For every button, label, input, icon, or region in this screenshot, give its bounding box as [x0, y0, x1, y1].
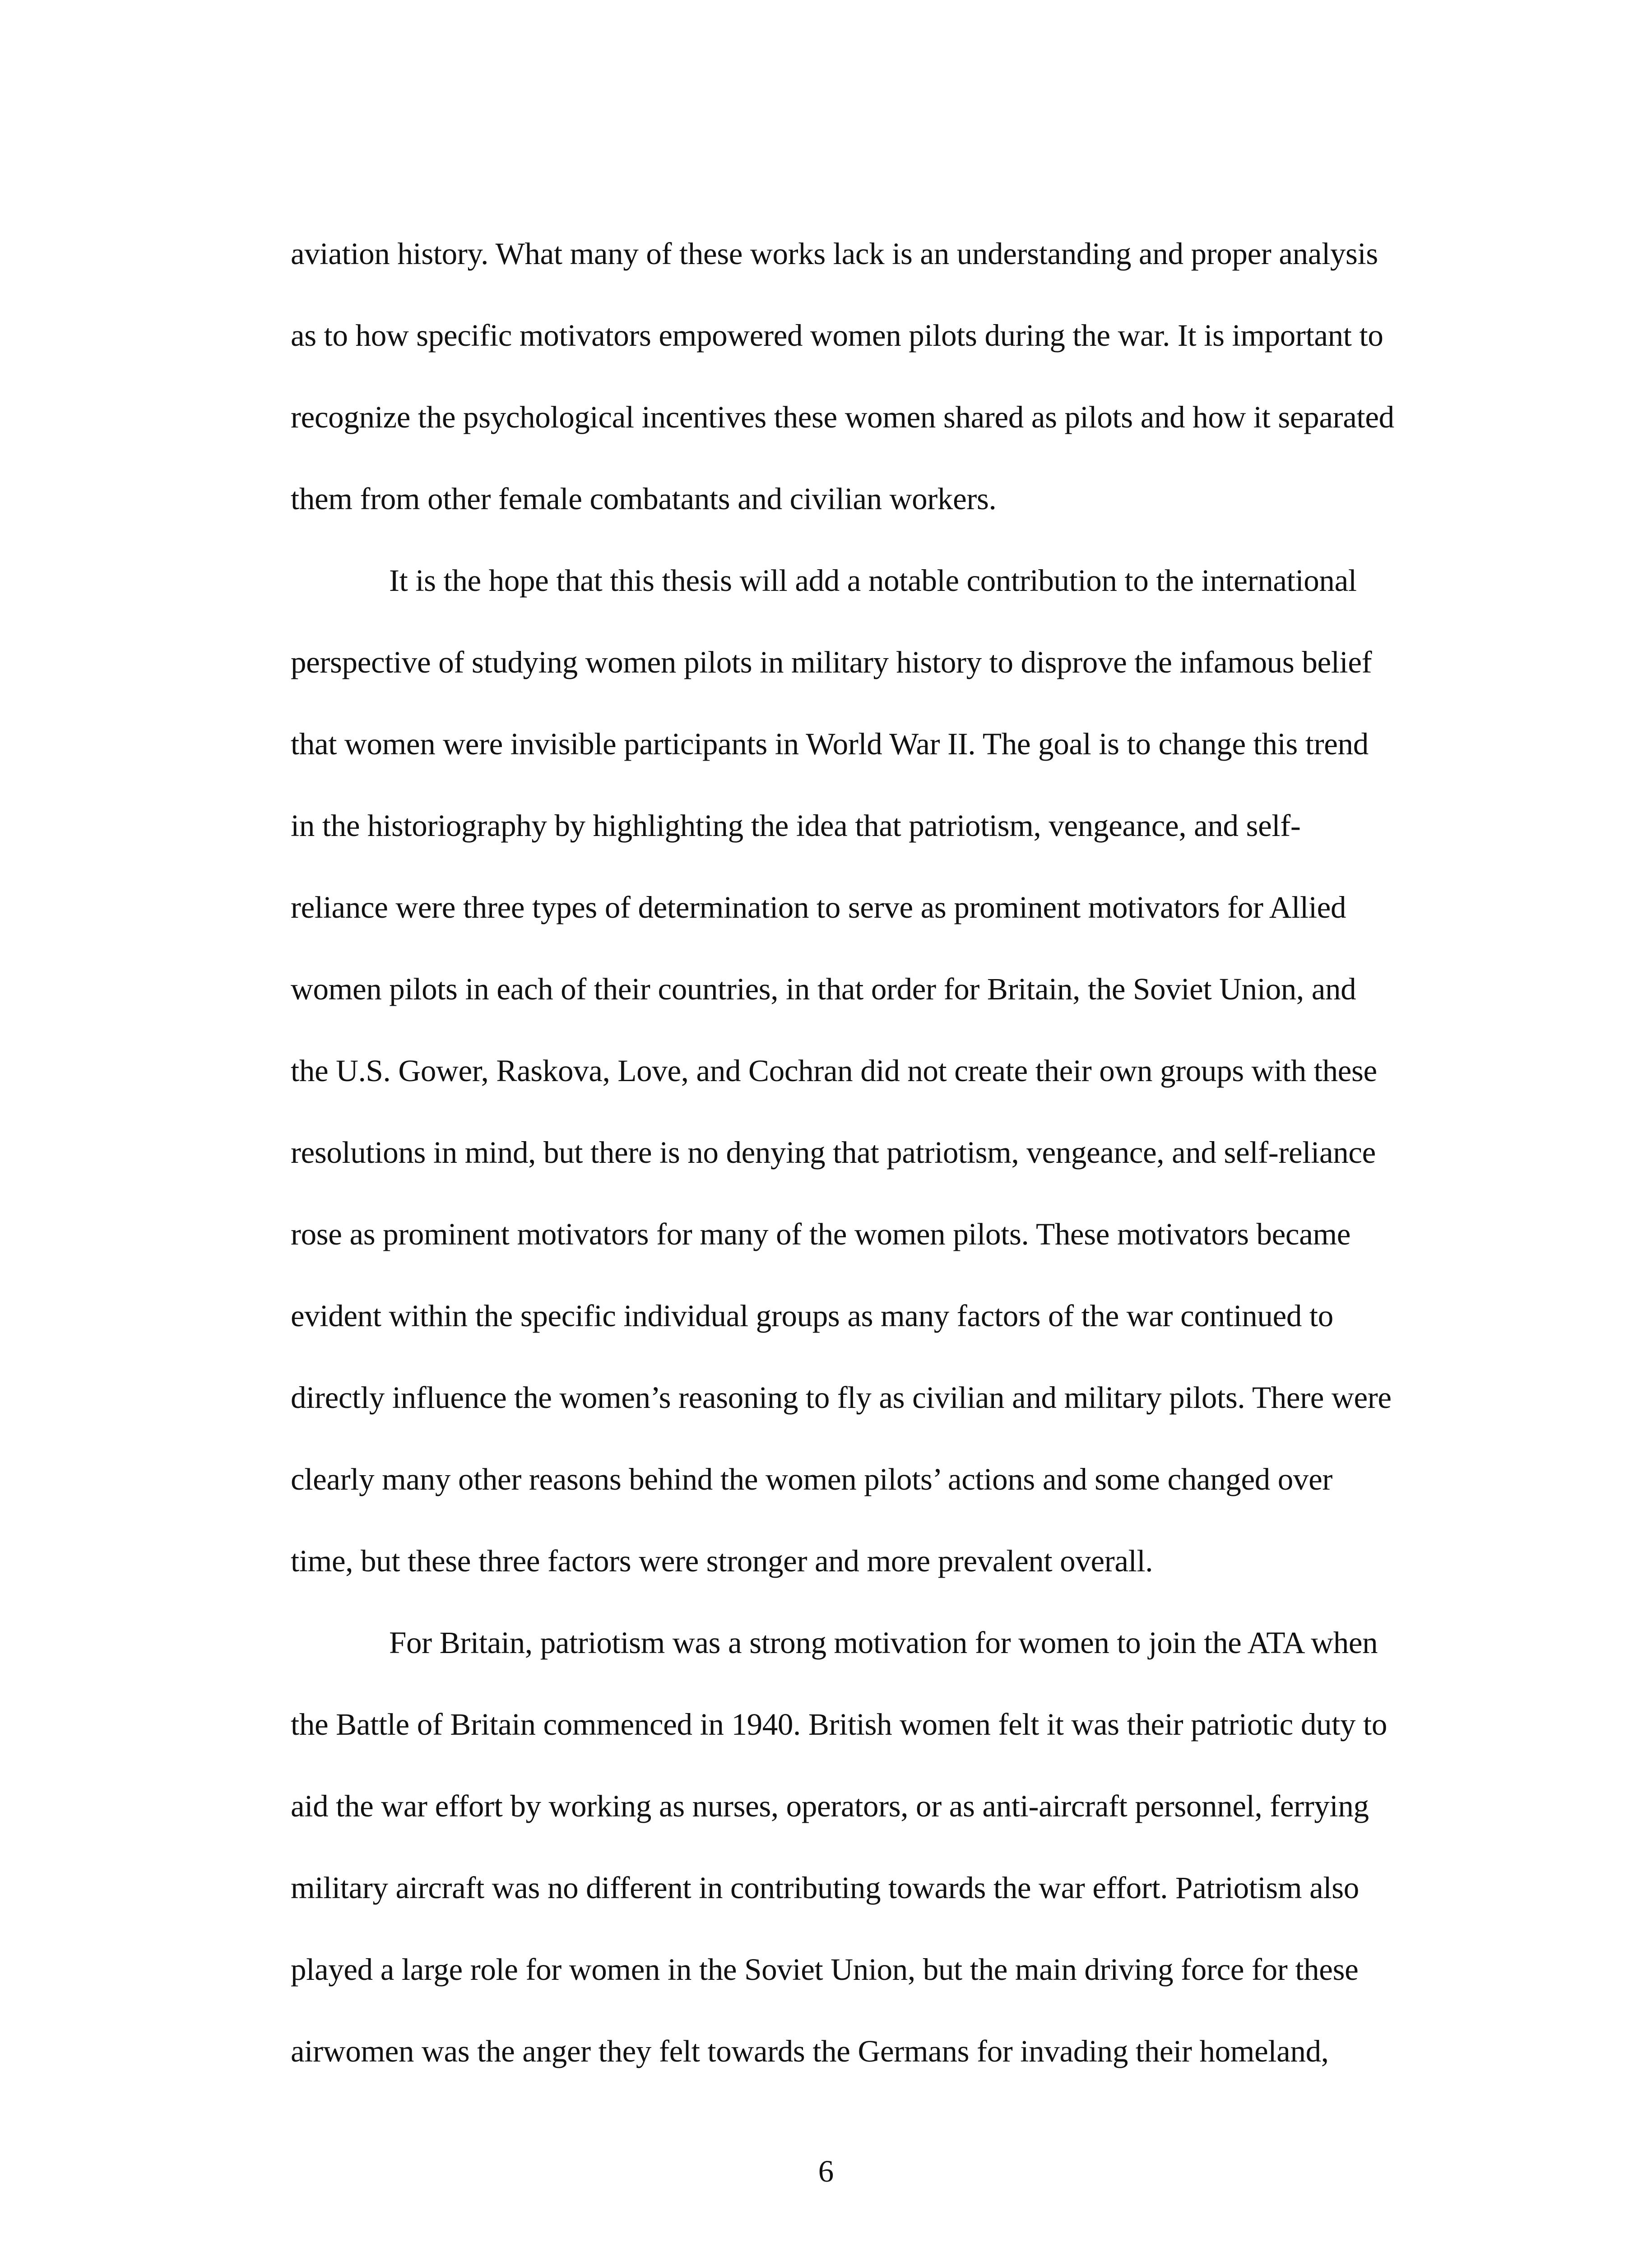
page-number: 6: [818, 2154, 834, 2188]
text-line: airwomen was the anger they felt towards the Germans for invading their homeland,: [291, 2034, 1329, 2068]
text-line: the Battle of Britain commenced in 1940. British women felt it was their patriotic duty to: [291, 1707, 1387, 1742]
text-line: rose as prominent motivators for many of the women pilots. These motivators became: [291, 1217, 1351, 1251]
text-line: women pilots in each of their countries, in that order for Britain, the Soviet Union, and: [291, 972, 1356, 1006]
body-text: [291, 213, 1464, 2092]
paragraph-start-line: For Britain, patriotism was a strong motivation for women to join the ATA when: [389, 1625, 1378, 1660]
text-line: military aircraft was no different in contributing towards the war effort. Patriotism also: [291, 1871, 1359, 1905]
text-line: played a large role for women in the Soviet Union, but the main driving force for these: [291, 1952, 1359, 1987]
paragraph-start-line: It is the hope that this thesis will add a notable contribution to the international: [389, 563, 1357, 598]
text-line: resolutions in mind, but there is no denying that patriotism, vengeance, and self-reliance: [291, 1135, 1376, 1170]
text-line: as to how specific motivators empowered women pilots during the war. It is important to: [291, 318, 1383, 353]
text-line: reliance were three types of determination to serve as prominent motivators for Allied: [291, 890, 1346, 924]
text-line: perspective of studying women pilots in military history to disprove the infamous belief: [291, 645, 1372, 679]
text-line: in the historiography by highlighting the idea that patriotism, vengeance, and self-: [291, 808, 1301, 843]
text-line: evident within the specific individual groups as many factors of the war continued to: [291, 1299, 1333, 1333]
text-line: time, but these three factors were stronger and more prevalent overall.: [291, 1544, 1153, 1578]
text-line: aviation history. What many of these works lack is an understanding and proper analysis: [291, 237, 1378, 271]
text-line: recognize the psychological incentives these women shared as pilots and how it separated: [291, 400, 1394, 434]
text-line: that women were invisible participants in World War II. The goal is to change this trend: [291, 727, 1369, 761]
text-line: them from other female combatants and civilian workers.: [291, 482, 997, 516]
text-line: clearly many other reasons behind the women pilots’ actions and some changed over: [291, 1462, 1332, 1496]
text-line: directly influence the women’s reasoning to fly as civilian and military pilots. There were: [291, 1380, 1392, 1415]
text-line: aid the war effort by working as nurses, operators, or as anti-aircraft personnel, ferrying: [291, 1789, 1369, 1823]
text-line: the U.S. Gower, Raskova, Love, and Cochran did not create their own groups with these: [291, 1054, 1377, 1088]
